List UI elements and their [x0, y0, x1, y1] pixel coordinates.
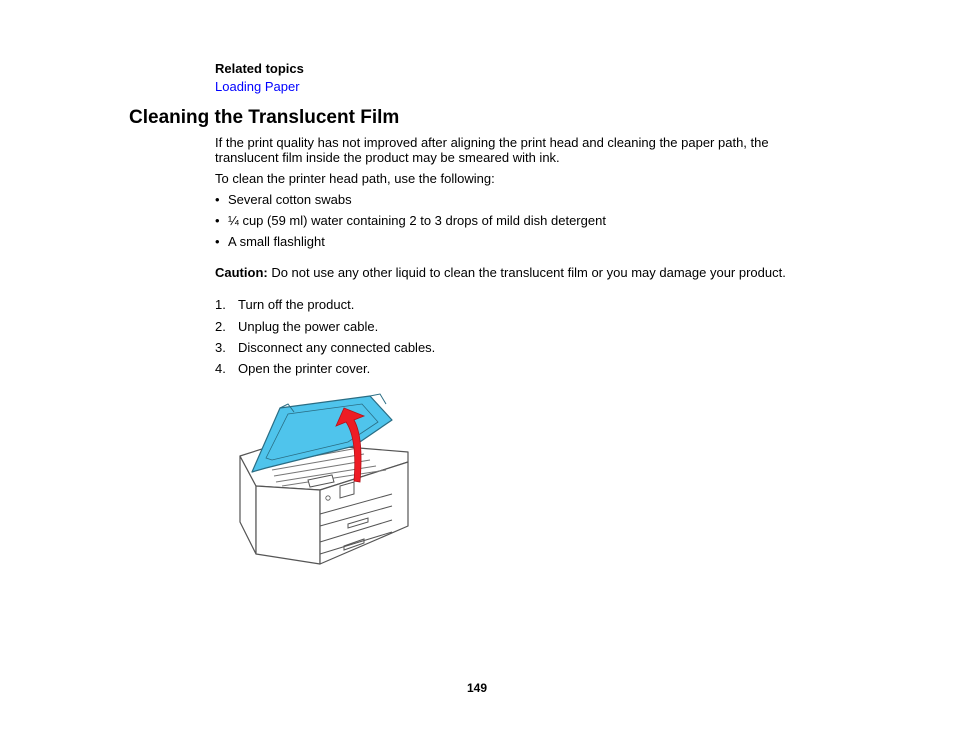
step-item: [215, 297, 354, 312]
related-topics-heading: Related topics: [215, 61, 304, 76]
step-item: [215, 319, 378, 334]
lead-paragraph: To clean the printer head path, use the following:: [215, 171, 495, 186]
list-item-text: Several cotton swabs: [228, 192, 352, 207]
step-text: Open the printer cover.: [238, 361, 371, 376]
step-text: Unplug the power cable.: [238, 319, 379, 334]
list-item-text: ¼ cup (59 ml) water containing 2 to 3 drops of mild dish detergent: [228, 213, 606, 228]
step-number: 2.: [215, 319, 226, 334]
caution-text: Do not use any other liquid to clean the translucent film or you may damage your product.: [267, 265, 786, 280]
caution-note: [215, 265, 786, 280]
step-item: [215, 361, 370, 376]
step-text: Disconnect any connected cables.: [238, 340, 436, 355]
bullet-glyph: •: [215, 234, 220, 249]
caution-label: Caution:: [215, 265, 268, 280]
step-text: Turn off the product.: [238, 297, 355, 312]
section-title: Cleaning the Translucent Film: [129, 107, 400, 128]
list-item-text: A small flashlight: [228, 234, 325, 249]
printer-front-left: [256, 486, 320, 564]
list-item: [215, 234, 325, 249]
step-item: [215, 340, 435, 355]
bullet-glyph: •: [215, 192, 220, 207]
printer-open-cover-illustration: [236, 386, 412, 570]
intro-paragraph: If the print quality has not improved after aligning the print head and cleaning the paper path, the translucent film inside the product may be smeared with ink.: [215, 135, 769, 165]
bullet-glyph: •: [215, 213, 220, 228]
list-item: [215, 213, 606, 228]
step-number: 4.: [215, 361, 226, 376]
step-number: 3.: [215, 340, 226, 355]
step-number: 1.: [215, 297, 226, 312]
page-number: 149: [466, 681, 488, 695]
loading-paper-link[interactable]: Loading Paper: [215, 79, 300, 94]
list-item: [215, 192, 352, 207]
